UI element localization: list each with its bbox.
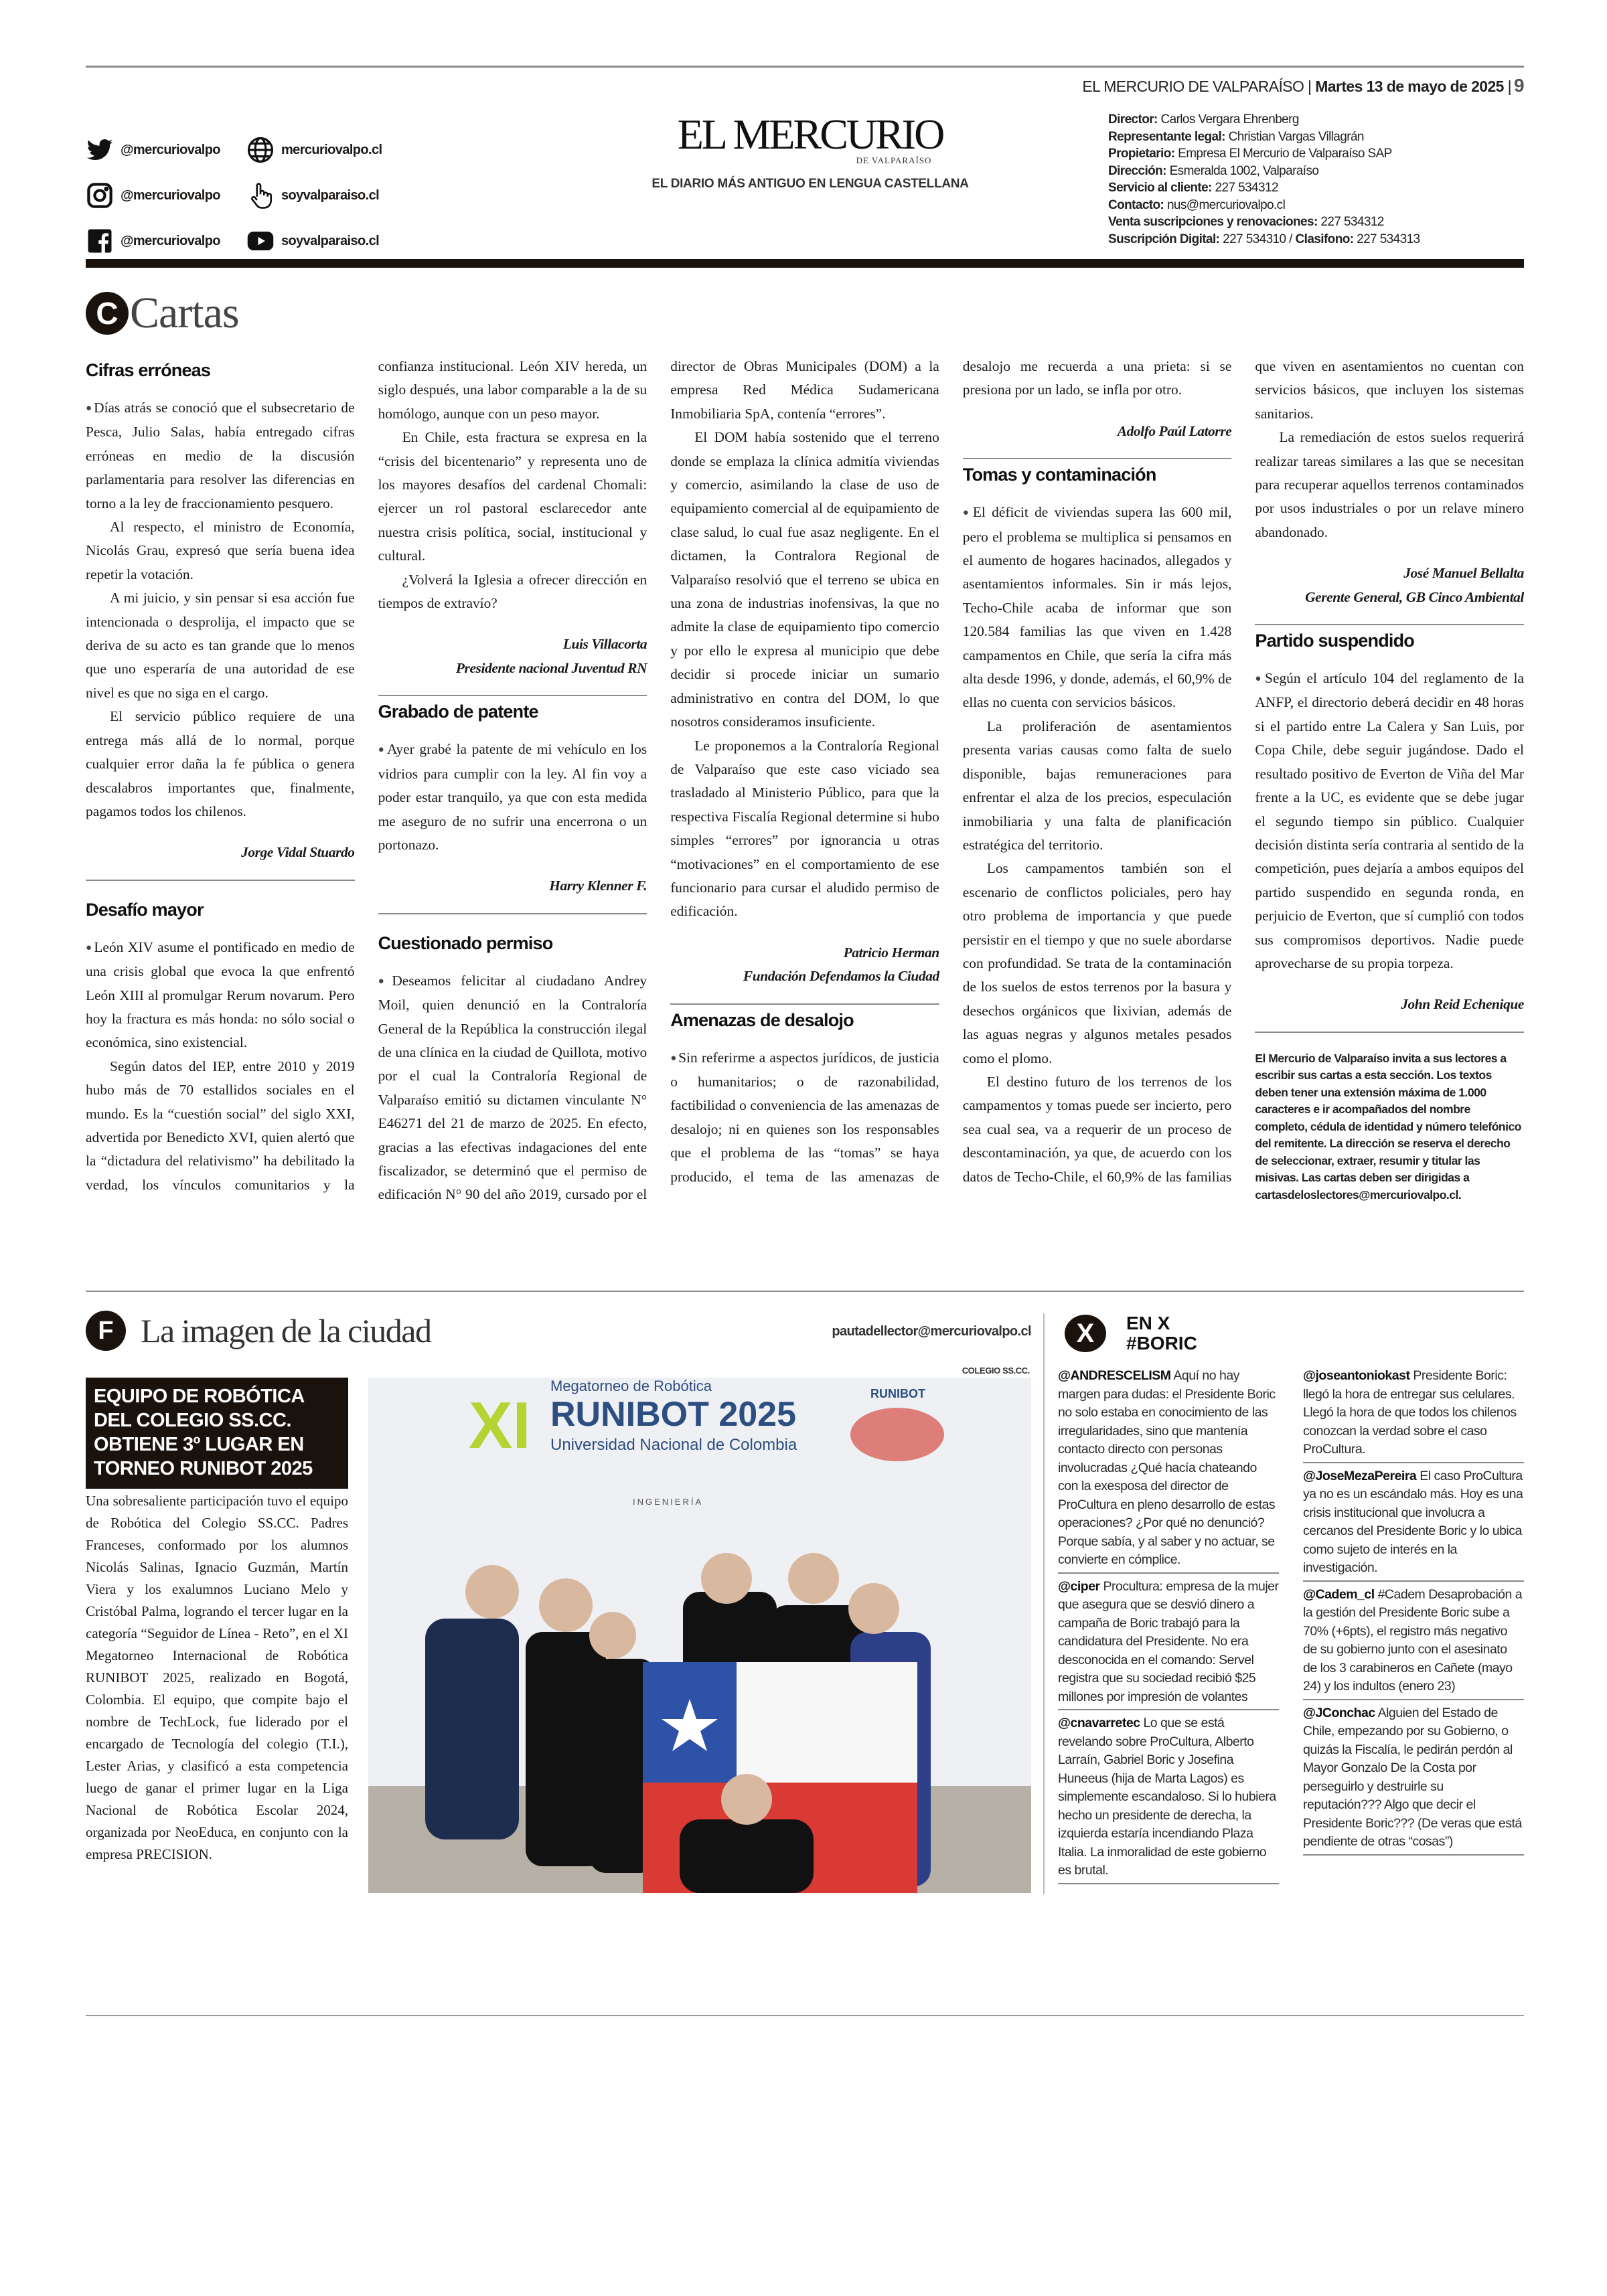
info-label: Servicio al cliente:: [1108, 181, 1212, 195]
banner-roman-numeral: XI: [469, 1388, 531, 1462]
tweet-handle[interactable]: @JConchac: [1303, 1705, 1375, 1720]
tweet: [1303, 1366, 1524, 1463]
social-label: @mercuriovalpo: [121, 187, 220, 203]
letter-title: Grabado de patente: [378, 702, 538, 722]
social-youtube[interactable]: [246, 227, 407, 255]
logo-wordmark: EL MERCURIO: [677, 110, 943, 158]
story-headline: EQUIPO DE ROBÓTICA DEL COLEGIO SS.CC. OBTIENE 3º LUGAR EN TORNEO RUNIBOT 2025: [86, 1378, 348, 1489]
tweet: [1058, 1576, 1279, 1711]
header-bar: [86, 259, 1524, 268]
letter-paragraph: ● Según el artículo 104 del reglamento de la ANFP, el directorio deberá decidir en 48 horas si el partido entre La Calera y San Luis, por Copa Chile, debe seguir jugándose. Dado el resultado positivo de Everton de Viña del Mar frente a la UC, es evidente que se debe jugar el segundo tiempo sin público. Cualquier decisión distinta sería contraria al sentido de la competición, pues dejaría a ambos equipos del partido suspendido en segunda ronda, en perjuicio de Everton, que sí cumplió con todos sus compromisos deportivos. Nadie puede aprovecharse de su propia torpeza.: [1255, 667, 1524, 975]
info-value: Christian Vargas Villagrán: [1228, 129, 1364, 144]
tweet-text: Alguien del Estado de Chile, empezando por su Gobierno, o quizás la Fiscalía, le pedirán perdón al Mayor Gonzalo De la Costa por perseguirlo y destruirle su reputación??? Algo que decir el Presidente Boric??? (De veras que está pendiente de otras “cosas”): [1303, 1705, 1522, 1849]
tweet-handle[interactable]: @Cadem_cl: [1303, 1586, 1375, 1602]
social-label: @mercuriovalpo: [121, 233, 220, 248]
enx-hashtag: #BORIC: [1126, 1333, 1197, 1354]
info-label: Suscripción Digital:: [1108, 232, 1220, 246]
social-instagram[interactable]: [86, 181, 246, 210]
banner-logo-text: RUNIBOT: [870, 1387, 925, 1400]
twitter-icon: [86, 136, 114, 164]
team-photo: [368, 1378, 1031, 1893]
tweet-text: El caso ProCultura ya no es un escándalo más. Hoy es una crisis institucional que involucra a cercanos del Presidente Boric y lo ubica como sujeto de interés en la investigación.: [1303, 1468, 1523, 1575]
pointer-hand-icon: [246, 181, 275, 210]
banner-name: RUNIBOT 2025: [550, 1395, 796, 1434]
info-line: [1108, 129, 1420, 146]
section-f-icon: F: [86, 1311, 126, 1351]
letter-paragraph: ● León XIV asume el pontificado en medio de una crisis global que evoca la que enfrentó León XIII al promulgar Rerum novarum. Pero hoy la fractura es más honda: no sólo social o económica, sino existencial.: [86, 936, 355, 1055]
letter-author: Patricio Herman: [843, 944, 939, 961]
letter-paragraph: ● Sin referirme a aspectos jurídicos, de justicia o humanitarios; o de razonabilidad, factibilidad o conveniencia de las amenazas de desalojo; ni en quienes son los responsables que el problema de las “tomas” se haya producido, el tema de las amenazas de desalojo me recuerda a una prieta: si se presiona por un lado, se infla por otro.: [670, 355, 1231, 1208]
letter-paragraph: ● Deseamos felicitar al ciudadano Andrey Moil, quien denunció en la Contraloría General de la República la construcción ilegal de una clínica en la ciudad de Quillota, motivo por el cual la Contraloría Regional de Valparaíso emitió su dictamen vinculante N° E46271 del 21 de marzo de 2025. En efecto, gracias a las efectivas indagaciones del ente fiscalizador, se determinó que el permiso de edificación N° 90 del año 2019, cursado por el director de Obras Municipales (DOM) a la empresa Red Médica Sudamericana Inmobiliaria SpA, contenía “errores”.: [378, 355, 939, 1208]
letter-author-title: Presidente nacional Juventud RN: [455, 659, 647, 676]
publication-name: EL MERCURIO DE VALPARAÍSO: [1082, 78, 1304, 95]
social-website[interactable]: [246, 136, 407, 164]
logo-subtitle: DE VALPARAÍSO: [856, 155, 932, 165]
letter-title: Amenazas de desalojo: [670, 1009, 854, 1030]
letters-submission-notice: El Mercurio de Valparaíso invita a sus lectores a escribir sus cartas a esta sección. Los textos deben tener una extensión máxima de 1.000 caracteres e ir acompañados del nombre completo, cédula de identidad y número telefónico del remitente. La dirección se reserva el derecho de seleccionar, extraer, resumir y titular las misivas. Las cartas deben ser dirigidas a cartasdeloslectores@mercuriovalpo.cl.: [1255, 1051, 1521, 1202]
enx-title-line: EN X: [1126, 1313, 1170, 1333]
social-facebook[interactable]: [86, 227, 246, 255]
tweet-text: Aquí no hay margen para dudas: el Presidente Boric no solo estaba en conocimiento de las irregularidades, sino que mantenía contacto directo con personas involucradas ¿Qué hacía chateando con la exesposa del director de ProCultura en pleno desarrollo de estas operaciones? ¿Por qué no denunció? Porque sabía, y al saber y no actuar, se convierte en cómplice.: [1058, 1368, 1276, 1567]
letter-paragraph: La remediación de estos suelos requerirá realizar tareas similares a las que se necesitan para recuperar aquellos terrenos contaminados por usos industriales o por un relave minero abandonado.: [1255, 429, 1524, 540]
imagen-section-header: [86, 1311, 431, 1351]
info-label: Venta suscripciones y renovaciones:: [1108, 215, 1318, 229]
letter-divider: [670, 1003, 939, 1005]
tweet: [1303, 1584, 1524, 1700]
info-label: Dirección:: [1108, 163, 1166, 178]
info-value: 227 534310 /: [1223, 232, 1292, 246]
tweet-handle[interactable]: @ciper: [1058, 1578, 1100, 1594]
info-value: Esmeralda 1002, Valparaíso: [1169, 163, 1319, 178]
letter-divider: [1255, 624, 1524, 625]
letter-paragraph: El servicio público requiere de una entrega más allá de lo normal, porque cualquier error daña la fe pública o genera descalabros importantes que, finalmente, pagamos todos los chilenos.: [86, 708, 355, 819]
letter-paragraph: ● Ayer grabé la patente de mi vehículo en los vidrios para cumplir con la ley. Al fin voy a poder estar tranquilo, ya que con esta medida me aseguro de no sufrir una encerrona o un portonazo.: [378, 738, 647, 857]
letter-title: Partido suspendido: [1255, 631, 1414, 651]
info-value: nus@mercuriovalpo.cl: [1166, 197, 1286, 212]
info-value: 227 534312: [1215, 181, 1278, 195]
tweet: [1058, 1366, 1279, 1574]
banner-host: Universidad Nacional de Colombia: [550, 1436, 797, 1454]
social-label: mercuriovalpo.cl: [281, 142, 382, 157]
letter-paragraph: ¿Volverá la Iglesia a ofrecer dirección en tiempos de extravío?: [378, 571, 647, 612]
column-divider: [1043, 1313, 1045, 1894]
info-value: 227 534313: [1357, 232, 1420, 246]
newspaper-logo: [603, 110, 1018, 191]
info-value: 227 534312: [1320, 215, 1384, 229]
letter-title: Desafío mayor: [86, 899, 204, 920]
letter-paragraph: A mi juicio, y sin pensar si esa acción fue intencionada o desprolija, el impacto que se deriva de su acto es tan grande que lo menos que uno esperaría de una autoridad de ese nivel es que no siga en el cargo.: [86, 590, 355, 701]
tweet: [1303, 1466, 1524, 1582]
staff-info: [1108, 111, 1420, 248]
runibot-logo-icon: [850, 1408, 944, 1461]
tweet-text: #Cadem Desaprobación a la gestión del Presidente Boric sube a 70% (+6pts), el registro más negativo de su gobierno junto con el asesinato de los 3 carabineros en Cañete (mayo 24) y los indultos (enero 23): [1303, 1586, 1523, 1694]
social-soyvalparaiso[interactable]: [246, 181, 407, 210]
page-dateline: EL MERCURIO DE VALPARAÍSO | Martes 13 de mayo de 2025 | 9: [1082, 75, 1524, 96]
bottom-rule: [86, 2015, 1524, 2016]
x-logo-icon: X: [1065, 1315, 1106, 1352]
top-rule: [86, 66, 1524, 68]
letter: [86, 359, 355, 881]
info-line: [1108, 163, 1420, 180]
info-value: Empresa El Mercurio de Valparaíso SAP: [1178, 147, 1392, 161]
tweet-text: Lo que se está revelando sobre ProCultura, Alberto Larraín, Gabriel Boric y Josefina Huneeus (hija de Marta Lagos) es simplemente escandaloso. Si lo hubiera hecho un presidente de derecha, la izquierda estaría incendiando Plaza Italia. La inmoralidad de este gobierno es brutal.: [1058, 1716, 1276, 1878]
globe-icon: [246, 136, 275, 164]
info-label: Director:: [1108, 112, 1158, 127]
letter-paragraph: ● Días atrás se conoció que el subsecretario de Pesca, Julio Salas, había entregado cifras erróneas en medio de la discusión parlamentaria para resolver las diferencias en torno a la ley de fraccionamiento pesquero.: [86, 396, 355, 515]
letter-paragraph: La proliferación de asentamientos presenta varias causas como falta de suelo disponible, bajas remuneraciones para enfrentar el alza de los precios, especulación inmobiliaria y una falta de planificación estratégica del territorio.: [962, 718, 1232, 853]
letter: [378, 700, 647, 914]
letter-author: Luis Villacorta: [562, 636, 647, 653]
tweet-handle[interactable]: @joseantoniokast: [1303, 1368, 1410, 1383]
letter-divider: [378, 913, 647, 914]
tweet-text: Presidente Boric: llegó la hora de entregar sus celulares. Llegó la hora de que todos los chilenos conozcan la verdad sobre el caso ProCultura.: [1303, 1368, 1517, 1457]
letter-divider: [378, 695, 647, 696]
photo-illustration: [368, 1378, 1031, 1893]
letter-author: Jorge Vidal Stuardo: [241, 844, 355, 861]
letter-title: Cuestionado permiso: [378, 932, 553, 953]
letter-divider: [963, 458, 1232, 459]
info-label: Propietario:: [1108, 147, 1175, 161]
photo-credit: COLEGIO SS.CC.: [962, 1366, 1030, 1376]
letter-author-title: Gerente General, GB Cinco Ambiental: [1305, 588, 1524, 605]
info-label: Contacto:: [1108, 197, 1164, 212]
tweet-handle[interactable]: @JoseMezaPereira: [1303, 1468, 1417, 1483]
info-label: Clasifono:: [1295, 232, 1354, 246]
story-body: Una sobresaliente participación tuvo el equipo de Robótica del Colegio SS.CC. Padres Franceses, conformado por los alumnos Nicolás Salinas, Ignacio Guzmán, Martín Viera y los exalumnos Luciano Melo y Cristóbal Palma, logrando el tercer lugar en la categoría “Seguidor de Línea - Reto”, en el XI Megatorneo Internacional de Robótica RUNIBOT 2025, realizado en Bogotá, Colombia. El equipo, que compite bajo el nombre de TechLock, fue liderado por el encargado de Tecnología del colegio (T.I.), Lester Arias, y clasificó a esta competencia luego de ganar el primer lugar en la Liga Nacional de Robótica Escolar 2024, organizada por NeoEduca, en conjunto con la empresa PRECISION.: [86, 1493, 348, 1862]
social-twitter[interactable]: [86, 136, 246, 164]
letter-author-title: Fundación Defendamos la Ciudad: [743, 968, 939, 985]
letters-columns: [86, 355, 1524, 1287]
letter: [1255, 629, 1524, 1033]
youtube-icon: [246, 227, 275, 255]
info-line: [1108, 197, 1420, 214]
letter-author: Harry Klenner F.: [549, 878, 647, 894]
letter-paragraph: Al respecto, el ministro de Economía, Nicolás Grau, expresó que sería buena idea repetir la votación.: [86, 519, 355, 582]
letter-divider: [86, 880, 355, 881]
banner-faculty: INGENIERÍA: [633, 1497, 704, 1507]
letter-divider: [1255, 1032, 1524, 1033]
info-line: [1108, 231, 1420, 248]
section-c-icon: C: [86, 292, 129, 335]
tweet: [1303, 1703, 1524, 1856]
info-line: [1108, 145, 1420, 163]
social-label: soyvalparaiso.cl: [281, 187, 380, 203]
info-line: [1108, 179, 1420, 197]
letter-author: John Reid Echenique: [1401, 996, 1524, 1013]
letter-title: Cifras erróneas: [86, 360, 211, 380]
letter-paragraph: En Chile, esta fractura se expresa en la “crisis del bicentenario” y representa uno de los mayores desafíos del cardenal Chomali: ejercer un rol pastoral esclarecedor ante nuestra crisis política, social, institucional y cultural.: [378, 429, 647, 564]
tweets-columns: [1058, 1366, 1524, 1901]
section-title: Cartas: [130, 289, 239, 337]
letter-author: Adolfo Paúl Latorre: [1117, 422, 1232, 439]
enx-title: [1126, 1313, 1197, 1354]
instagram-icon: [86, 181, 114, 210]
banner-event: Megatorneo de Robótica: [550, 1378, 712, 1394]
section-title: La imagen de la ciudad: [141, 1312, 431, 1349]
section-divider: [86, 1291, 1524, 1292]
social-links: [86, 127, 407, 264]
facebook-icon: [86, 227, 114, 255]
info-line: [1108, 214, 1420, 231]
letter-paragraph: El DOM había sostenido que el terreno donde se emplaza la clínica admitía viviendas y comercio, asimilando la clase de uso de equipamiento comercial al de equipamiento de clase salud, lo cual fue asaz negligente. En el dictamen, la Contralora Regional de Valparaíso resolvió que el terreno se ubica en una zona de industrias inofensivas, la que no admite la clase de equipamiento tipo comercio y por ello le expresa al municipio que debe decidir si procede iniciar un sumario administrativo en contra del DOM, lo que nosotros consideramos insuficiente.: [670, 429, 939, 730]
pauta-email-link[interactable]: pautadellector@mercuriovalpo.cl: [832, 1324, 1031, 1339]
social-label: soyvalparaiso.cl: [281, 233, 380, 248]
tweet-text: Procultura: empresa de la mujer que asegura que se desvió dinero a campaña de Boric trabajó para la candidatura del Presidente. No era desconocida en el comando: Servel registra que su sociedad recibió $25 millones por impresión de volantes: [1058, 1578, 1279, 1704]
tweet-handle[interactable]: @cnavarretec: [1058, 1716, 1140, 1730]
letter-title: Tomas y contaminación: [962, 465, 1156, 485]
tweet-handle[interactable]: @ANDRESCELISM: [1058, 1368, 1171, 1383]
letter-author: José Manuel Bellalta: [1403, 565, 1524, 582]
social-label: @mercuriovalpo: [121, 142, 220, 157]
info-line: [1108, 111, 1420, 129]
letter-paragraph: Según datos del IEP, entre 2010 y 2019 hubo más de 70 estallidos sociales en el mundo. Es la “cuestión social” del siglo XXI, advertida por Benedicto XVI, quien alertó que la “dictadura del relativismo” ha debilitado la verdad, los vínculos comunitarios y la confianza institucional. León XIV hereda, un siglo después, una labor comparable a la de su homólogo, aunque con un peso mayor.: [86, 358, 647, 1193]
letter-paragraph: Le proponemos a la Contraloría Regional de Valparaíso que este caso viciado sea trasladado al Ministerio Público, para que la respectiva Fiscalía Regional determine si hubo simples “errores” por ignorancia u otras “motivaciones” en el comportamiento de ese funcionario para cursar el aludido permiso de edificación.: [670, 737, 939, 920]
issue-date: Martes 13 de mayo de 2025: [1315, 78, 1504, 95]
cartas-section-header: [86, 288, 239, 339]
tweet: [1058, 1713, 1279, 1884]
info-value: Carlos Vergara Ehrenberg: [1160, 112, 1299, 127]
enx-header: [1065, 1313, 1197, 1354]
page-number: 9: [1514, 75, 1524, 96]
tagline: EL DIARIO MÁS ANTIGUO EN LENGUA CASTELLANA: [652, 177, 969, 191]
letter-paragraph: Los campamentos también son el escenario de conflictos policiales, pero hay otro problema de importancia y que puede persistir en el tiempo y que no suele abordarse con profundidad. Se trata de la contaminación de los suelos de estos terrenos por la basura y desechos orgánicos que lixivian, además de las aguas negras y algunos metales pesados como el plomo.: [962, 860, 1232, 1066]
letter-paragraph: ● El déficit de viviendas supera las 600 mil, pero el problema se multiplica si pensamos en el aumento de hogares hacinados, allegados y asentamientos informales. Sin ir más lejos, Techo-Chile acaba de informar que son 120.584 familias las que viven en 1.428 campamentos en Chile, que sería la cifra más alta desde 1996, y donde, además, el 60,9% de ellas no cuenta con servicios básicos.: [963, 501, 1232, 715]
info-label: Representante legal:: [1108, 129, 1225, 144]
letter-paragraph: El destino futuro de los terrenos de los campamentos y tomas puede ser incierto, pero sea cual sea, va a requerir de un proceso de descontaminación, ya que, de acuerdo con los datos de Techo-Chile, el 60,9% de las familias que viven en asentamientos no cuentan con servicios básicos, que incluyen los sistemas sanitarios.: [962, 358, 1524, 1185]
